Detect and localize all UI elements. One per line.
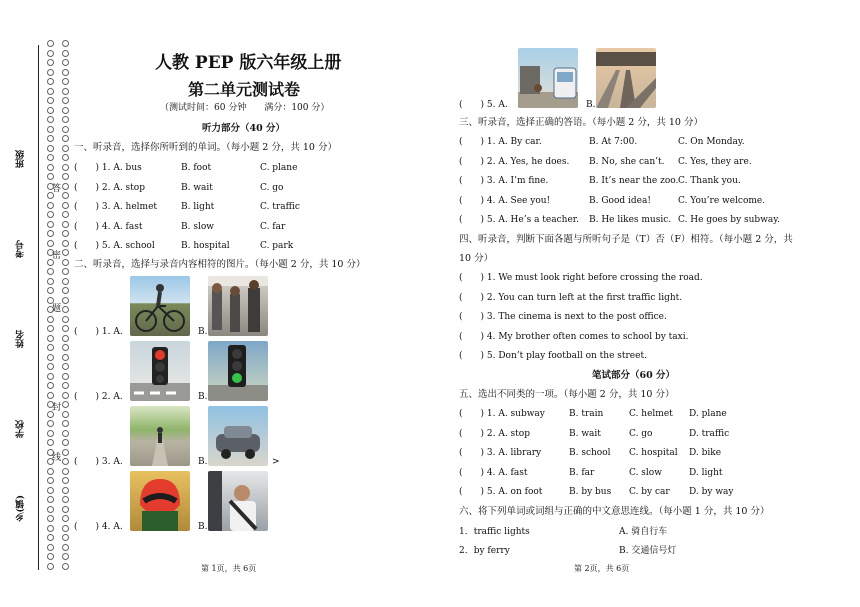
s4-statement: ( ) 3. The cinema is next to the post office. xyxy=(459,312,667,322)
s5-option-b: B. train xyxy=(569,409,604,419)
binding-hole xyxy=(47,430,54,437)
seal-char-4: 封 xyxy=(50,402,60,411)
binding-hole xyxy=(62,164,69,171)
binding-hole xyxy=(62,468,69,475)
binding-hole xyxy=(47,354,54,361)
binding-hole xyxy=(47,192,54,199)
binding-hole xyxy=(62,487,69,494)
label-exam-number: 考号 xyxy=(16,240,26,258)
binding-hole xyxy=(47,515,54,522)
binding-hole xyxy=(62,259,69,266)
label-town: 乡(镇) xyxy=(16,495,26,522)
binding-hole xyxy=(62,97,69,104)
binding-hole xyxy=(47,240,54,247)
s1-option-b: B. wait xyxy=(181,182,213,193)
seal-char-5: 线 xyxy=(50,452,60,461)
binding-hole xyxy=(47,344,54,351)
binding-hole xyxy=(62,458,69,465)
s2-q3-label: ( ) 3. A. xyxy=(74,457,123,467)
binding-hole xyxy=(62,268,69,275)
binding-hole xyxy=(62,553,69,560)
listening-header: 听力部分（40 分） xyxy=(202,123,286,134)
s5-option-b: B. school xyxy=(569,448,611,458)
binding-hole xyxy=(62,192,69,199)
s5-option-b: B. by bus xyxy=(569,487,612,497)
s1-option-b: B. light xyxy=(181,202,215,212)
s3-option-b: B. It’s near the zoo. xyxy=(589,176,679,186)
s3-option-b: B. He likes music. xyxy=(589,215,672,225)
binding-hole xyxy=(62,135,69,142)
match-left-1: 1．traffic lights xyxy=(459,527,530,537)
binding-hole xyxy=(47,154,54,161)
s5-option-d: D. plane xyxy=(689,409,727,419)
match-right-2: B. 交通信号灯 xyxy=(619,546,677,556)
s5-option-a: ( ) 2. A. stop xyxy=(459,428,530,439)
seatbelt-icon xyxy=(208,471,268,531)
s4-statement: ( ) 4. My brother often comes to school by taxi. xyxy=(459,331,689,342)
section-4-heading-line-2: 10 分） xyxy=(459,253,494,264)
binding-hole xyxy=(47,78,54,85)
binding-hole xyxy=(47,230,54,237)
binding-hole xyxy=(47,221,54,228)
s5-option-d: D. traffic xyxy=(689,428,730,439)
written-header: 笔试部分（60 分） xyxy=(592,370,676,381)
binding-holes-inner xyxy=(62,40,70,570)
binding-hole xyxy=(47,325,54,332)
s1-option-a: ( ) 3. A. helmet xyxy=(74,202,158,212)
binding-hole xyxy=(47,468,54,475)
binding-hole xyxy=(62,316,69,323)
binding-hole xyxy=(47,534,54,541)
binding-hole xyxy=(62,88,69,95)
bus-icon xyxy=(518,48,578,108)
s5-option-c: C. go xyxy=(629,428,653,439)
binding-hole xyxy=(47,382,54,389)
exam-info: （测试时间：60 分钟 满分：100 分） xyxy=(160,103,330,113)
s1-option-a: ( ) 4. A. fast xyxy=(74,221,143,232)
binding-hole xyxy=(47,477,54,484)
s1-option-c: C. go xyxy=(260,182,284,193)
label-name: 姓名 xyxy=(16,330,26,348)
binding-hole xyxy=(47,50,54,57)
car-icon xyxy=(208,406,268,466)
page-2-footer: 第 2页，共 6页 xyxy=(574,564,630,573)
s5-option-b: B. far xyxy=(569,467,595,478)
binding-hole xyxy=(47,392,54,399)
binding-hole xyxy=(47,487,54,494)
s3-option-a: ( ) 4. A. See you! xyxy=(459,195,551,206)
s3-option-a: ( ) 5. A. He’s a teacher. xyxy=(459,215,579,225)
binding-hole xyxy=(62,306,69,313)
binding-hole xyxy=(62,525,69,532)
page-1-footer: 第 1页，共 6页 xyxy=(201,564,257,573)
binding-hole xyxy=(62,287,69,294)
s5-option-a: ( ) 5. A. on foot xyxy=(459,487,543,497)
pedestrian-icon xyxy=(130,406,190,466)
helmet-icon xyxy=(130,471,190,531)
binding-hole xyxy=(62,411,69,418)
binding-hole xyxy=(62,534,69,541)
s4-statement: ( ) 2. You can turn left at the first traffic light. xyxy=(459,292,683,303)
binding-hole xyxy=(62,297,69,304)
binding-hole xyxy=(47,126,54,133)
s1-option-c: C. traffic xyxy=(260,202,300,212)
binding-hole xyxy=(47,145,54,152)
s5-option-c: C. by car xyxy=(629,487,670,497)
binding-hole xyxy=(47,97,54,104)
seal-char-1: 答 xyxy=(50,183,60,192)
binding-hole xyxy=(62,382,69,389)
binding-hole xyxy=(47,439,54,446)
s3-option-a: ( ) 3. A. I’m fine. xyxy=(459,176,549,186)
binding-hole xyxy=(47,525,54,532)
s5-option-a: ( ) 3. A. library xyxy=(459,448,542,458)
traffic-light-green-icon xyxy=(208,341,268,401)
binding-hole xyxy=(47,411,54,418)
binding-hole xyxy=(62,249,69,256)
binding-hole xyxy=(47,202,54,209)
binding-hole xyxy=(47,135,54,142)
binding-hole xyxy=(47,373,54,380)
binding-hole xyxy=(62,107,69,114)
seal-char-2: 密 xyxy=(50,250,60,259)
binding-hole xyxy=(62,50,69,57)
s5-option-c: C. helmet xyxy=(629,409,673,419)
binding-hole xyxy=(62,392,69,399)
page-title: 人教 PEP 版六年级上册 xyxy=(155,53,342,73)
match-right-1: A. 骑自行车 xyxy=(619,527,668,537)
binding-hole xyxy=(62,515,69,522)
binding-hole xyxy=(62,335,69,342)
binding-hole xyxy=(62,126,69,133)
binding-hole xyxy=(47,420,54,427)
binding-hole xyxy=(47,116,54,123)
binding-hole xyxy=(62,354,69,361)
s3-option-c: C. He goes by subway. xyxy=(678,215,781,225)
binding-hole xyxy=(62,240,69,247)
binding-hole xyxy=(47,69,54,76)
s3-option-c: C. Thank you. xyxy=(678,176,741,186)
page-subtitle: 第二单元测试卷 xyxy=(188,80,301,99)
binding-hole xyxy=(62,59,69,66)
s4-statement: ( ) 1. We must look right before crossing the road. xyxy=(459,273,703,283)
s3-option-b: B. At 7:00. xyxy=(589,137,638,147)
s1-option-a: ( ) 2. A. stop xyxy=(74,182,145,193)
s5-option-c: C. hospital xyxy=(629,448,678,458)
binding-line xyxy=(38,45,39,570)
binding-hole xyxy=(62,278,69,285)
label-class: 班级 xyxy=(16,150,26,168)
s5-option-a: ( ) 1. A. subway xyxy=(459,409,545,419)
section-6-heading: 六、将下列单词或词组与正确的中文意思连线。（每小题 1 分，共 10 分） xyxy=(459,506,770,517)
seal-char-3: 题 xyxy=(50,303,60,312)
s1-option-a: ( ) 5. A. school xyxy=(74,241,155,251)
binding-hole xyxy=(62,145,69,152)
walking-picture xyxy=(130,406,190,466)
s3-option-a: ( ) 1. A. By car. xyxy=(459,137,542,147)
s1-option-b: B. hospital xyxy=(181,241,230,251)
binding-hole xyxy=(62,563,69,570)
binding-hole xyxy=(62,373,69,380)
match-left-2: 2．by ferry xyxy=(459,546,510,556)
s3-option-b: B. Good idea! xyxy=(589,195,651,206)
s4-statement: ( ) 5. Don’t play football on the street. xyxy=(459,351,647,361)
binding-hole xyxy=(62,344,69,351)
binding-hole xyxy=(47,316,54,323)
binding-hole xyxy=(47,563,54,570)
s3-option-c: C. Yes, they are. xyxy=(678,156,752,167)
binding-hole xyxy=(47,259,54,266)
binding-hole xyxy=(62,173,69,180)
s2-q3-b-label: B. xyxy=(198,457,208,467)
binding-hole xyxy=(62,506,69,513)
binding-hole xyxy=(62,449,69,456)
binding-hole xyxy=(47,506,54,513)
s5-option-d: D. by way xyxy=(689,487,734,497)
binding-hole xyxy=(62,477,69,484)
binding-hole xyxy=(62,40,69,47)
section-1-heading: 一、听录音，选择你所听到的单词。（每小题 2 分，共 10 分） xyxy=(74,142,337,153)
binding-hole xyxy=(62,230,69,237)
section-2-heading: 二、听录音，选择与录音内容相符的图片。（每小题 2 分，共 10 分） xyxy=(74,259,366,270)
s1-option-b: B. foot xyxy=(181,163,212,173)
binding-hole xyxy=(47,164,54,171)
s5-option-b: B. wait xyxy=(569,428,601,439)
red-traffic-light-picture xyxy=(130,341,190,401)
s2-q2-label: ( ) 2. A. xyxy=(74,392,123,402)
binding-hole xyxy=(62,211,69,218)
seatbelt-picture xyxy=(208,471,268,531)
s2-q1-label: ( ) 1. A. xyxy=(74,327,123,337)
binding-hole xyxy=(47,363,54,370)
s2-q1-b-label: B. xyxy=(198,327,208,337)
binding-hole xyxy=(62,496,69,503)
binding-hole xyxy=(47,496,54,503)
section-3-heading: 三、听录音，选择正确的答语。（每小题 2 分，共 10 分） xyxy=(459,117,703,128)
binding-hole xyxy=(62,69,69,76)
binding-hole xyxy=(47,59,54,66)
binding-hole xyxy=(47,268,54,275)
s5-option-d: D. bike xyxy=(689,448,722,458)
subway-interior-picture xyxy=(208,276,268,336)
binding-hole xyxy=(62,544,69,551)
binding-hole xyxy=(62,439,69,446)
s5-option-a: ( ) 4. A. fast xyxy=(459,467,528,478)
binding-hole xyxy=(47,40,54,47)
bus-stop-picture xyxy=(518,48,578,108)
helmet-picture xyxy=(130,471,190,531)
traffic-light-red-icon xyxy=(130,341,190,401)
s2-q4-b-label: B. xyxy=(198,522,208,532)
binding-hole xyxy=(47,553,54,560)
s2-q3-extra: > xyxy=(272,457,280,467)
train-icon xyxy=(596,48,656,108)
binding-hole xyxy=(47,335,54,342)
s3-option-b: B. No, she can’t. xyxy=(589,156,665,167)
binding-hole xyxy=(62,183,69,190)
binding-hole xyxy=(62,420,69,427)
s5-option-c: C. slow xyxy=(629,467,662,478)
green-traffic-light-picture xyxy=(208,341,268,401)
bicycle-rider-picture xyxy=(130,276,190,336)
binding-hole xyxy=(62,401,69,408)
binding-hole xyxy=(47,107,54,114)
s5-option-d: D. light xyxy=(689,467,723,478)
s1-option-a: ( ) 1. A. bus xyxy=(74,163,142,173)
train-station-picture xyxy=(596,48,656,108)
binding-hole xyxy=(62,430,69,437)
binding-hole xyxy=(62,78,69,85)
binding-hole xyxy=(62,221,69,228)
binding-hole xyxy=(47,544,54,551)
s3-option-a: ( ) 2. A. Yes, he does. xyxy=(459,156,570,167)
binding-hole xyxy=(62,154,69,161)
s2-q2-b-label: B. xyxy=(198,392,208,402)
subway-passengers-icon xyxy=(208,276,268,336)
binding-hole xyxy=(47,173,54,180)
binding-hole xyxy=(47,287,54,294)
s2-q5-b-label: B. xyxy=(586,100,596,110)
s1-option-c: C. far xyxy=(260,221,286,232)
s2-q5-label: ( ) 5. A. xyxy=(459,100,508,110)
s3-option-c: C. On Monday. xyxy=(678,137,745,147)
s3-option-c: C. You’re welcome. xyxy=(678,195,766,206)
binding-hole xyxy=(62,202,69,209)
label-school: 学校 xyxy=(16,420,26,438)
section-5-heading: 五、选出不同类的一项。（每小题 2 分，共 10 分） xyxy=(459,389,675,400)
bicycle-icon xyxy=(130,276,190,336)
s1-option-c: C. plane xyxy=(260,163,298,173)
binding-hole xyxy=(62,116,69,123)
binding-hole xyxy=(62,325,69,332)
car-picture xyxy=(208,406,268,466)
s2-q4-label: ( ) 4. A. xyxy=(74,522,123,532)
s1-option-b: B. slow xyxy=(181,221,214,232)
section-4-heading-line-1: 四、听录音，判断下面各题与所听句子是（T）否（F）相符。（每小题 2 分，共 xyxy=(459,234,793,245)
binding-hole xyxy=(47,211,54,218)
binding-hole xyxy=(47,278,54,285)
s1-option-c: C. park xyxy=(260,241,294,251)
binding-hole xyxy=(47,88,54,95)
binding-hole xyxy=(62,363,69,370)
